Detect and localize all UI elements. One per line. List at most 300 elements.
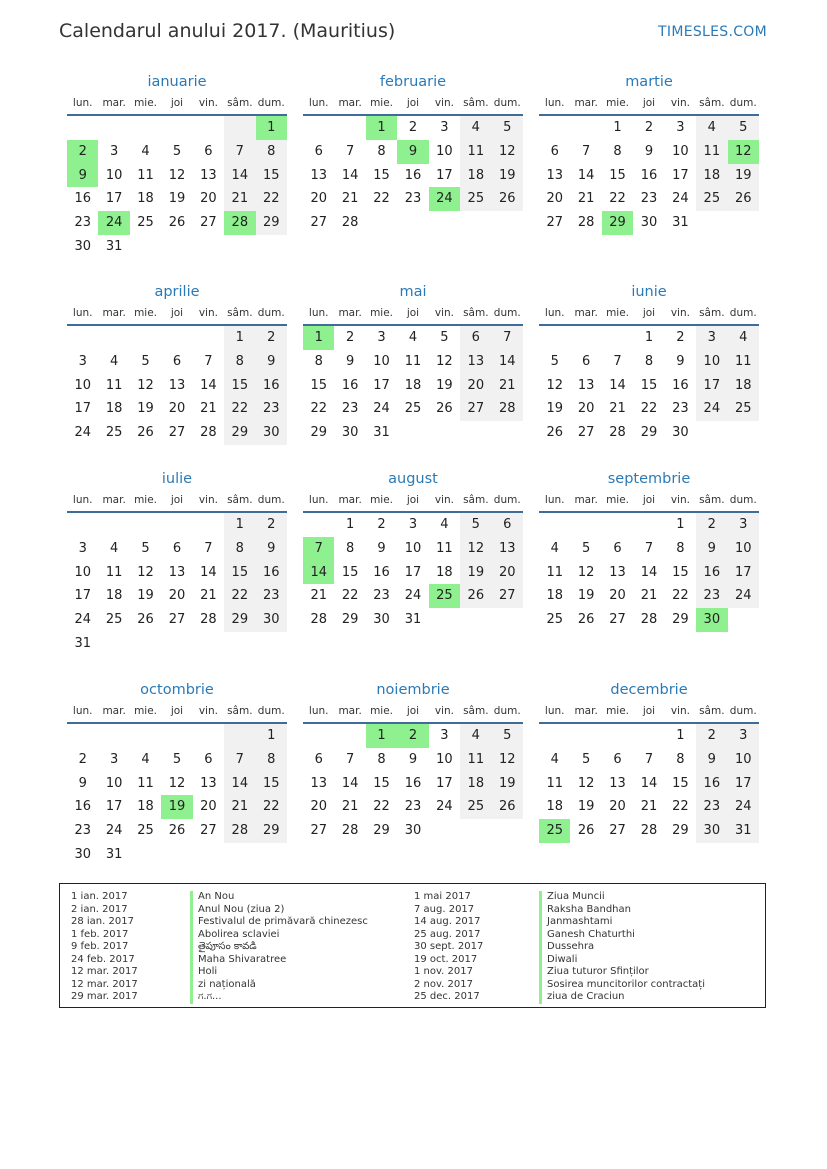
empty-day (539, 513, 570, 537)
day-cell: 28 (310, 612, 327, 628)
day-cell: 18 (546, 799, 563, 815)
weekday-label: mar. (102, 705, 126, 717)
legend-date: 1 nov. 2017 (414, 966, 473, 977)
weekday-label: mie. (370, 494, 394, 506)
day-cell: 23 (341, 401, 359, 417)
day-cell: 19 (137, 588, 154, 604)
day-cell: 25 (137, 823, 154, 839)
weekday-label: vin. (434, 494, 454, 506)
day-cell: 22 (224, 584, 255, 608)
holiday-day: 2 (67, 140, 98, 164)
empty-day (161, 513, 192, 537)
day-cell: 16 (696, 561, 727, 585)
legend-dates-right (414, 891, 534, 1004)
holiday-day: 9 (397, 140, 428, 164)
empty-day (303, 513, 334, 537)
day-cell: 14 (609, 377, 626, 393)
day-cell: 12 (137, 377, 154, 393)
weekday-label: mie. (606, 705, 630, 717)
day-cell: 15 (256, 164, 287, 188)
legend-holiday-name: Janmashtami (539, 916, 759, 929)
day-cell: 5 (141, 353, 150, 369)
weekday-label: vin. (670, 97, 690, 109)
day-cell: 5 (581, 751, 591, 767)
day-cell: 28 (200, 425, 217, 441)
day-cell: 8 (676, 751, 685, 767)
empty-day (67, 724, 98, 748)
day-cell: 22 (341, 588, 359, 604)
weekday-label: vin. (434, 307, 454, 319)
day-cell: 21 (640, 588, 658, 604)
day-cell: 30 (696, 819, 727, 843)
day-cell: 2 (377, 517, 386, 532)
day-cell: 9 (644, 143, 654, 159)
holiday-day: 25 (539, 819, 570, 843)
day-cell: 4 (550, 540, 559, 556)
weekday-label: joi (406, 705, 420, 717)
day-cell: 28 (609, 425, 626, 441)
month-name: iunie (631, 284, 667, 300)
day-cell: 16 (256, 561, 287, 585)
day-cell: 18 (404, 377, 422, 393)
weekday-label: lun. (308, 97, 329, 109)
day-cell: 7 (204, 353, 213, 369)
empty-day (224, 116, 255, 140)
day-cell: 16 (256, 374, 287, 398)
day-cell: 22 (672, 588, 689, 604)
day-cell: 12 (168, 167, 186, 183)
day-grid (303, 116, 523, 235)
day-grid (303, 724, 523, 843)
day-cell: 24 (728, 795, 759, 819)
legend-date: 14 aug. 2017 (414, 916, 481, 927)
weekday-header (539, 92, 759, 116)
month-name: februarie (379, 74, 447, 90)
day-cell: 23 (256, 397, 287, 421)
day-cell: 2 (696, 513, 727, 537)
day-cell: 11 (436, 540, 453, 556)
day-cell: 2 (256, 513, 287, 537)
holiday-legend (59, 883, 766, 1008)
holiday-day: 12 (728, 140, 759, 164)
day-cell: 6 (581, 353, 591, 369)
day-cell: 23 (74, 215, 91, 231)
weekday-label: lun. (308, 494, 329, 506)
weekday-label: mar. (102, 307, 126, 319)
day-cell: 23 (74, 823, 91, 839)
empty-day (334, 116, 365, 140)
day-cell: 9 (696, 537, 727, 561)
weekday-label: mar. (338, 494, 362, 506)
holiday-day: 1 (366, 724, 397, 748)
weekday-label: mar. (574, 97, 598, 109)
day-cell: 4 (141, 751, 150, 767)
day-cell: 16 (341, 377, 359, 393)
day-cell: 23 (672, 401, 689, 417)
day-cell: 9 (676, 353, 685, 369)
holiday-day: 24 (98, 211, 129, 235)
day-cell: 10 (373, 353, 390, 369)
day-cell: 1 (644, 330, 654, 345)
day-cell: 28 (224, 819, 255, 843)
day-cell: 13 (310, 167, 327, 183)
day-cell: 20 (460, 374, 491, 398)
day-cell: 20 (310, 191, 327, 207)
legend-date: 2 ian. 2017 (71, 903, 128, 915)
holiday-day: 24 (429, 187, 460, 211)
day-cell: 28 (200, 612, 217, 628)
weekday-label: mar. (338, 97, 362, 109)
day-cell: 3 (408, 517, 418, 532)
month-name: septembrie (607, 471, 691, 487)
legend-date: 19 oct. 2017 (414, 953, 478, 965)
day-cell: 28 (492, 397, 523, 421)
day-cell: 28 (640, 823, 658, 839)
day-cell: 18 (728, 374, 759, 398)
weekday-label: joi (642, 494, 656, 506)
day-grid (67, 513, 287, 656)
day-cell: 7 (492, 326, 523, 350)
day-cell: 16 (373, 564, 390, 580)
empty-day (303, 724, 334, 748)
day-cell: 24 (696, 397, 727, 421)
legend-date: 12 mar. 2017 (71, 966, 138, 977)
day-cell: 10 (74, 377, 91, 393)
day-cell: 26 (137, 612, 154, 628)
weekday-label: mar. (338, 705, 362, 717)
day-cell: 22 (224, 397, 255, 421)
day-cell: 24 (373, 401, 390, 417)
day-cell: 4 (141, 143, 150, 159)
day-cell: 4 (550, 751, 559, 767)
day-grid (303, 513, 523, 632)
weekday-label: joi (406, 97, 420, 109)
day-cell: 15 (672, 564, 689, 580)
brand-link[interactable]: TIMESLES.COM (658, 24, 767, 40)
day-cell: 11 (105, 377, 123, 393)
day-cell: 8 (345, 540, 355, 556)
day-cell: 3 (109, 751, 119, 767)
day-cell: 25 (546, 612, 563, 628)
weekday-label: mar. (338, 307, 362, 319)
holiday-day: 2 (397, 724, 428, 748)
day-cell: 19 (577, 799, 595, 815)
day-cell: 29 (256, 211, 287, 235)
month-martie (539, 72, 759, 235)
day-cell: 6 (613, 540, 622, 556)
day-cell: 19 (492, 772, 523, 796)
day-cell: 13 (310, 775, 327, 791)
weekday-label: mie. (134, 307, 158, 319)
weekday-label: sâm. (699, 307, 725, 319)
day-cell: 19 (168, 191, 186, 207)
empty-day (570, 326, 601, 350)
weekday-label: sâm. (699, 97, 725, 109)
day-cell: 20 (310, 799, 327, 815)
day-cell: 5 (172, 751, 182, 767)
day-cell: 10 (74, 564, 91, 580)
day-cell: 13 (609, 775, 626, 791)
day-cell: 29 (224, 421, 255, 445)
empty-day (602, 724, 633, 748)
day-cell: 17 (696, 374, 727, 398)
day-cell: 6 (172, 353, 182, 369)
empty-day (193, 116, 224, 140)
day-cell: 16 (74, 799, 91, 815)
empty-day (633, 724, 664, 748)
day-grid (539, 326, 759, 445)
empty-day (570, 513, 601, 537)
day-cell: 19 (492, 164, 523, 188)
legend-holiday-name: ಗ.ಗ... (190, 991, 410, 1004)
day-cell: 27 (200, 215, 217, 231)
day-cell: 6 (550, 143, 559, 159)
legend-holiday-name: Raksha Bandhan (539, 904, 759, 917)
legend-date: 1 ian. 2017 (71, 891, 128, 902)
day-cell: 18 (105, 401, 123, 417)
day-cell: 9 (78, 775, 87, 791)
day-cell: 6 (314, 143, 323, 159)
day-cell: 6 (172, 540, 182, 556)
day-cell: 25 (105, 612, 123, 628)
day-cell: 7 (224, 748, 255, 772)
day-cell: 25 (105, 425, 123, 441)
weekday-header (303, 92, 523, 116)
empty-day (539, 724, 570, 748)
day-cell: 20 (609, 588, 626, 604)
day-cell: 18 (696, 164, 727, 188)
day-cell: 7 (644, 751, 654, 767)
day-cell: 6 (460, 326, 491, 350)
day-cell: 3 (676, 120, 685, 135)
day-cell: 22 (672, 799, 689, 815)
day-cell: 1 (676, 517, 685, 532)
weekday-label: lun. (544, 705, 565, 717)
day-cell: 17 (728, 561, 759, 585)
day-cell: 2 (696, 724, 727, 748)
day-cell: 2 (676, 330, 685, 345)
weekday-label: vin. (670, 494, 690, 506)
day-cell: 29 (224, 608, 255, 632)
weekday-label: joi (642, 97, 656, 109)
day-cell: 7 (204, 540, 213, 556)
legend-holiday-name: Ziua tuturor Sfinților (539, 966, 759, 979)
legend-holiday-name: Dussehra (539, 941, 759, 954)
legend-holiday-name: Abolirea sclaviei (190, 929, 410, 942)
day-cell: 9 (345, 353, 355, 369)
day-cell: 30 (256, 421, 287, 445)
day-cell: 14 (492, 350, 523, 374)
month-aprilie (67, 282, 287, 445)
day-cell: 10 (728, 748, 759, 772)
weekday-header (303, 700, 523, 724)
empty-day (98, 326, 129, 350)
weekday-label: vin. (198, 97, 218, 109)
weekday-header (67, 700, 287, 724)
day-cell: 17 (728, 772, 759, 796)
weekday-label: joi (406, 307, 420, 319)
day-cell: 8 (224, 350, 255, 374)
day-cell: 26 (460, 584, 491, 608)
day-cell: 5 (550, 353, 559, 369)
day-cell: 27 (310, 215, 327, 231)
day-cell: 30 (74, 238, 91, 254)
day-cell: 11 (460, 140, 491, 164)
weekday-label: lun. (308, 705, 329, 717)
month-name: august (388, 471, 438, 487)
weekday-header (67, 489, 287, 513)
day-cell: 9 (408, 751, 418, 767)
weekday-label: vin. (434, 705, 454, 717)
day-cell: 21 (609, 401, 626, 417)
day-cell: 29 (672, 612, 689, 628)
day-cell: 8 (256, 748, 287, 772)
legend-holiday-name: Ziua Muncii (539, 891, 759, 904)
holiday-day: 14 (303, 561, 334, 585)
day-cell: 7 (644, 540, 654, 556)
day-cell: 19 (728, 164, 759, 188)
weekday-header (303, 302, 523, 326)
empty-day (602, 513, 633, 537)
day-cell: 8 (613, 143, 622, 159)
weekday-label: sâm. (227, 307, 253, 319)
day-cell: 27 (492, 584, 523, 608)
day-cell: 11 (137, 167, 154, 183)
day-cell: 14 (341, 775, 359, 791)
empty-day (161, 724, 192, 748)
day-cell: 27 (577, 425, 595, 441)
weekday-label: vin. (198, 705, 218, 717)
day-cell: 7 (224, 140, 255, 164)
weekday-label: mar. (574, 705, 598, 717)
empty-day (130, 326, 161, 350)
weekday-label: dum. (493, 705, 521, 717)
weekday-label: sâm. (463, 705, 489, 717)
day-cell: 26 (492, 795, 523, 819)
day-cell: 19 (577, 588, 595, 604)
weekday-label: dum. (257, 97, 285, 109)
day-cell: 1 (676, 728, 685, 743)
day-cell: 24 (74, 612, 91, 628)
day-cell: 21 (577, 191, 595, 207)
weekday-header (539, 489, 759, 513)
weekday-label: dum. (729, 705, 757, 717)
day-cell: 26 (546, 425, 563, 441)
day-cell: 23 (640, 191, 658, 207)
day-cell: 23 (696, 795, 727, 819)
day-cell: 11 (696, 140, 727, 164)
weekday-label: joi (406, 494, 420, 506)
day-cell: 4 (460, 116, 491, 140)
day-cell: 22 (640, 401, 658, 417)
day-cell: 13 (200, 775, 217, 791)
month-mai (303, 282, 523, 445)
day-cell: 21 (224, 795, 255, 819)
holiday-day: 25 (429, 584, 460, 608)
day-cell: 29 (640, 425, 658, 441)
day-cell: 19 (546, 401, 563, 417)
month-octombrie (67, 680, 287, 867)
day-cell: 3 (728, 513, 759, 537)
weekday-label: sâm. (227, 494, 253, 506)
month-ianuarie (67, 72, 287, 259)
day-cell: 15 (640, 377, 658, 393)
month-noiembrie (303, 680, 523, 843)
weekday-label: dum. (493, 494, 521, 506)
weekday-label: mar. (574, 307, 598, 319)
day-cell: 21 (640, 799, 658, 815)
day-cell: 31 (373, 425, 390, 441)
day-cell: 14 (640, 564, 658, 580)
day-cell: 23 (696, 584, 727, 608)
day-cell: 6 (314, 751, 323, 767)
weekday-label: mie. (370, 97, 394, 109)
day-cell: 13 (577, 377, 595, 393)
legend-date: 9 feb. 2017 (71, 941, 129, 952)
day-cell: 28 (341, 215, 359, 231)
day-cell: 27 (609, 612, 626, 628)
day-cell: 16 (672, 377, 689, 393)
month-iulie (67, 469, 287, 656)
legend-holiday-name: Anul Nou (ziua 2) (190, 904, 410, 917)
day-cell: 31 (105, 238, 123, 254)
day-grid (539, 513, 759, 632)
day-cell: 31 (74, 635, 91, 651)
month-septembrie (539, 469, 759, 632)
legend-date: 7 aug. 2017 (414, 903, 475, 915)
day-cell: 26 (137, 425, 154, 441)
day-cell: 17 (436, 775, 453, 791)
weekday-label: sâm. (227, 705, 253, 717)
day-cell: 29 (672, 823, 689, 839)
day-cell: 20 (200, 799, 217, 815)
empty-day (130, 724, 161, 748)
day-cell: 19 (137, 401, 154, 417)
day-cell: 20 (546, 191, 563, 207)
day-cell: 14 (577, 167, 595, 183)
day-cell: 26 (168, 215, 186, 231)
day-cell: 8 (224, 537, 255, 561)
weekday-header (67, 302, 287, 326)
empty-day (130, 513, 161, 537)
day-cell: 10 (436, 143, 453, 159)
weekday-label: dum. (257, 494, 285, 506)
day-cell: 22 (373, 799, 390, 815)
day-cell: 4 (109, 540, 119, 556)
day-cell: 12 (546, 377, 563, 393)
day-cell: 4 (408, 330, 418, 345)
day-cell: 12 (168, 775, 186, 791)
holiday-day: 29 (602, 211, 633, 235)
weekday-label: lun. (308, 307, 329, 319)
legend-holiday-name: Holi (190, 966, 410, 979)
day-cell: 21 (224, 187, 255, 211)
weekday-label: lun. (72, 494, 93, 506)
day-cell: 11 (460, 748, 491, 772)
day-cell: 9 (696, 748, 727, 772)
day-cell: 8 (377, 751, 386, 767)
weekday-label: sâm. (227, 97, 253, 109)
day-cell: 23 (256, 584, 287, 608)
legend-holiday-name: Ganesh Chaturthi (539, 929, 759, 942)
day-cell: 21 (341, 799, 359, 815)
empty-day (130, 116, 161, 140)
legend-date: 28 ian. 2017 (71, 916, 134, 927)
day-cell: 15 (256, 772, 287, 796)
holiday-day: 9 (67, 164, 98, 188)
day-cell: 22 (310, 401, 327, 417)
day-cell: 11 (137, 775, 154, 791)
